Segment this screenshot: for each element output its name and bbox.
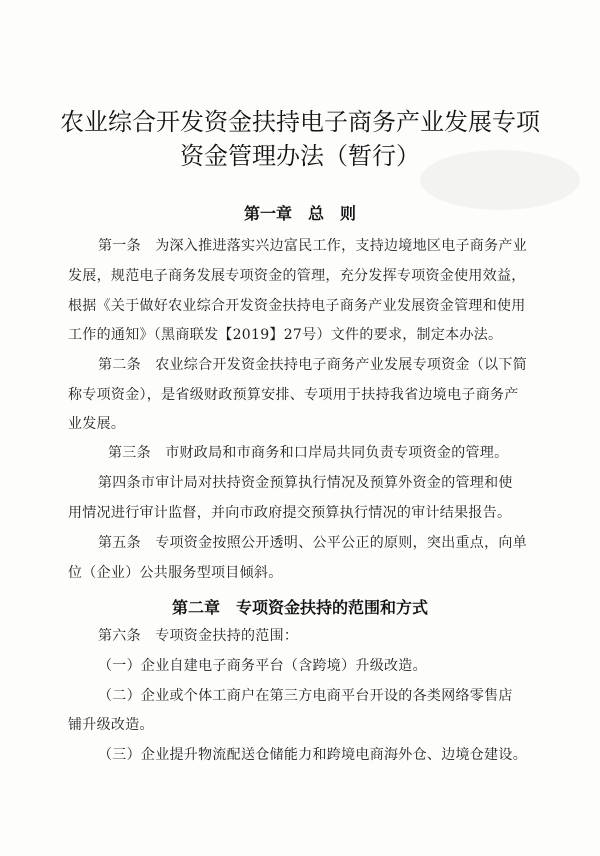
article-2-line-3: 业发展。 — [68, 416, 126, 432]
article-6-item-3: （三）企业提升物流配送仓储能力和跨境电商海外仓、边境仓建设。 — [98, 747, 527, 763]
article-5-line-2: 位（企业）公共服务型项目倾斜。 — [68, 565, 283, 581]
document-title-line-2: 资金管理办法（暂行） — [180, 142, 420, 170]
article-2-line-1: 第二条 农业综合开发资金扶持电子商务产业发展专项资金（以下简 — [98, 357, 527, 373]
article-6-item-2-line-2: 铺升级改造。 — [68, 717, 154, 733]
article-1-line-1: 第一条 为深入推进落实兴边富民工作，支持边境地区电子商务产业 — [98, 238, 527, 254]
article-5-line-1: 第五条 专项资金按照公开透明、公平公正的原则，突出重点，向单 — [98, 535, 527, 551]
article-6-item-1: （一）企业自建电子商务平台（含跨境）升级改造。 — [98, 658, 427, 674]
chapter-2-heading: 第二章 专项资金扶持的范围和方式 — [171, 598, 428, 617]
document-title-line-1: 农业综合开发资金扶持电子商务产业发展专项 — [60, 108, 540, 136]
article-1-line-3: 根据《关于做好农业综合开发资金扶持电子商务产业发展资金管理和使用 — [68, 298, 526, 314]
article-6-item-2-line-1: （二）企业或个体工商户在第三方电商平台开设的各类网络零售店 — [98, 688, 513, 704]
article-3-line-1: 第三条 市财政局和市商务和口岸局共同负责专项资金的管理。 — [108, 445, 509, 461]
article-4-line-1: 第四条市审计局对扶持资金预算执行情况及预算外资金的管理和使 — [98, 475, 513, 491]
article-6-line-1: 第六条 专项资金扶持的范围： — [98, 628, 299, 644]
article-1-line-2: 发展，规范电子商务发展专项资金的管理，充分发挥专项资金使用效益， — [68, 268, 526, 284]
article-2-line-2: 称专项资金），是省级财政预算安排、专项用于扶持我省边境电子商务产 — [68, 387, 519, 403]
article-1-line-4: 工作的通知》（黑商联发【2019】27号）文件的要求，制定本办法。 — [68, 327, 503, 343]
chapter-1-heading: 第一章 总 则 — [243, 204, 356, 223]
article-4-line-2: 用情况进行审计监督，并向市政府提交预算执行情况的审计结果报告。 — [68, 505, 512, 521]
